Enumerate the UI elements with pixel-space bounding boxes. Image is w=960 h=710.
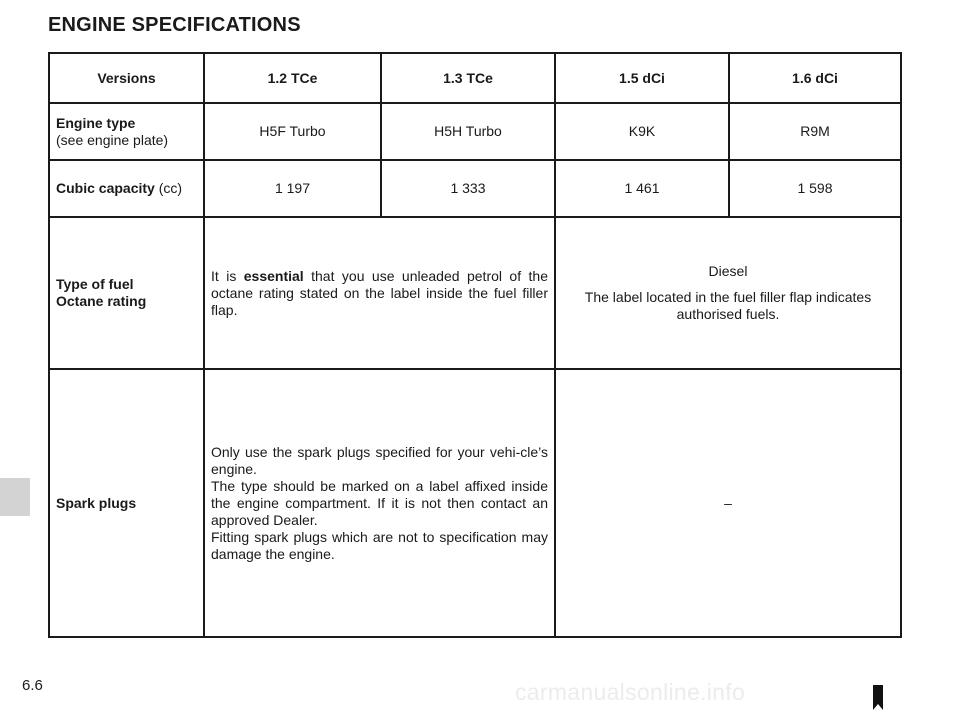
spark-plugs-text-cell <box>204 369 555 637</box>
bookmark-icon <box>873 685 883 710</box>
watermark-text: carmanualsonline.info <box>515 679 746 705</box>
engine-type-1-5-dci: K9K <box>555 103 729 160</box>
engine-type-label: Engine type <box>56 114 136 131</box>
octane-rating-label: Octane rating <box>56 293 147 309</box>
spark-plugs-text-3: Fitting spark plugs which are not to specification may damage the engine. <box>211 528 548 562</box>
cubic-capacity-1-6-dci: 1 598 <box>729 160 901 217</box>
fuel-type-label: Type of fuel <box>56 276 134 292</box>
header-1-5-dci: 1.5 dCi <box>555 53 729 103</box>
header-versions: Versions <box>49 53 204 103</box>
engine-type-1-6-dci: R9M <box>729 103 901 160</box>
page-number: 6.6 <box>22 677 43 694</box>
cubic-capacity-1-2-tce: 1 197 <box>204 160 381 217</box>
cubic-capacity-1-3-tce: 1 333 <box>381 160 555 217</box>
section-tab <box>0 478 30 516</box>
engine-type-1-3-tce: H5H Turbo <box>381 103 555 160</box>
spark-plugs-text-2: The type should be marked on a label affixed inside the engine compartment. If it is not then contact an approved Dealer. <box>211 477 548 528</box>
petrol-fuel-note <box>204 217 555 369</box>
petrol-note-pre: It is <box>211 267 244 284</box>
engine-type-label-cell <box>49 103 204 160</box>
spark-plugs-label: Spark plugs <box>56 494 137 511</box>
table-row-engine-type <box>49 103 901 160</box>
cubic-capacity-label: Cubic capacity <box>56 180 155 196</box>
page-title: ENGINE SPECIFICATIONS <box>48 14 301 36</box>
petrol-note-post: that you use unleaded petrol of the octane rating stated on the label inside the fuel filler flap. <box>211 267 549 318</box>
diesel-fuel-cell <box>555 217 901 369</box>
spark-plugs-diesel-value: – <box>555 369 901 637</box>
engine-type-sublabel: (see engine plate) <box>56 131 169 148</box>
fuel-label-cell <box>49 217 204 369</box>
spark-plugs-text-1: Only use the spark plugs specified for your vehi-cle’s engine. <box>211 443 548 477</box>
cubic-capacity-label-cell <box>49 160 204 217</box>
diesel-fuel-note: The label located in the fuel filler flap indicates authorised fuels. <box>584 289 872 322</box>
header-1-2-tce: 1.2 TCe <box>204 53 381 103</box>
header-1-6-dci: 1.6 dCi <box>729 53 901 103</box>
table-row-spark-plugs <box>49 369 901 637</box>
spark-plugs-label-cell <box>49 369 204 637</box>
engine-spec-table <box>48 52 902 638</box>
table-row-fuel-type <box>49 217 901 369</box>
cubic-capacity-unit: (cc) <box>154 180 183 196</box>
table-header-row <box>49 53 901 103</box>
diesel-title: Diesel <box>708 263 748 279</box>
petrol-note-emphasis: essential <box>243 267 304 284</box>
table-row-cubic-capacity <box>49 160 901 217</box>
engine-type-1-2-tce: H5F Turbo <box>204 103 381 160</box>
cubic-capacity-1-5-dci: 1 461 <box>555 160 729 217</box>
header-1-3-tce: 1.3 TCe <box>381 53 555 103</box>
